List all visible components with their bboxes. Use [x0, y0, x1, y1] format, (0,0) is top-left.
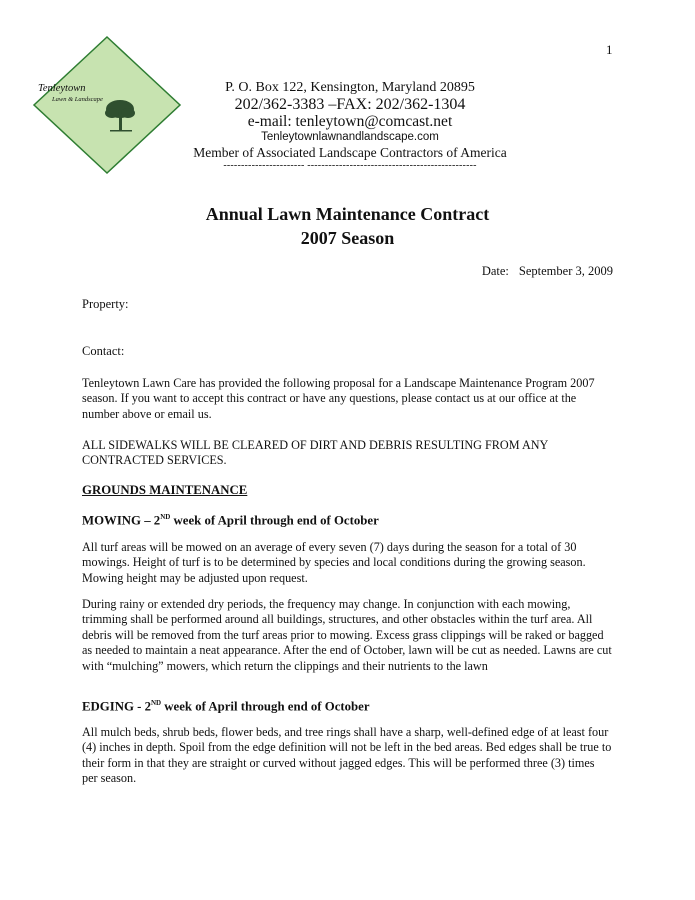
website-line: Tenleytownlawnandlandscape.com	[261, 131, 439, 143]
document-title: Annual Lawn Maintenance Contract	[205, 204, 490, 224]
logo-name: Tenleytown	[38, 83, 86, 94]
edging-paragraph: All mulch beds, shrub beds, flower beds, and tree rings shall have a sharp, well-defined edge of at least four (4) inches in depth. Spoil from the edge definition will not be left in the bed areas. Bed edges shall be true to their form in that they are straight or curved without jagged edges. This will be performed three (3) times per season.	[82, 725, 612, 786]
document-subtitle: 2007 Season	[300, 228, 395, 248]
edging-heading: EDGING - 2ND week of April through end of October	[82, 699, 370, 714]
letterhead	[170, 80, 530, 172]
property-field: Property:	[82, 297, 129, 311]
mowing-heading: MOWING – 2ND week of April through end of October	[82, 513, 379, 528]
header-divider: ----------------------- ------------------------------------------------	[223, 160, 477, 171]
contact-field: Contact:	[82, 344, 125, 358]
date-label: Date:	[481, 264, 509, 278]
logo-subtitle: Lawn & Landscape	[52, 96, 103, 103]
grounds-maintenance-heading: GROUNDS MAINTENANCE	[82, 483, 248, 497]
phone-fax-line: 202/362-3383 –FAX: 202/362-1304	[234, 96, 466, 113]
date-value: September 3, 2009	[518, 264, 613, 278]
company-logo	[32, 35, 182, 175]
intro-paragraph: Tenleytown Lawn Care has provided the following proposal for a Landscape Maintenance Program 2007 season. If you want to accept this contract or have any questions, please contact us at our office at the number above or email us.	[82, 376, 595, 421]
sidewalks-notice: ALL SIDEWALKS WILL BE CLEARED OF DIRT AND DEBRIS RESULTING FROM ANY CONTRACTED SERVICES.	[82, 438, 548, 468]
email-line: e-mail: tenleytown@comcast.net	[247, 113, 453, 130]
mowing-paragraph-2: During rainy or extended dry periods, the frequency may change. In conjunction with each mowing, trimming shall be performed around all buildings, structures, and other obstacles within the turf area. All debris will be removed from the turf areas prior to mowing. Excess grass clippings will be raked or bagged as needed to maintain a neat appearance. After the end of October, lawn will be cut as needed. Lawns are cut with “mulching” mowers, which return the clippings and their nutrients to the lawn	[82, 597, 612, 673]
date-line	[482, 264, 613, 279]
mowing-paragraph-1: All turf areas will be mowed on an average of every seven (7) days during the season for a total of 30 mowings. Height of turf is to be determined by species and local conditions during the growing season. Mowing height may be adjusted upon request.	[82, 540, 586, 585]
logo-diamond	[32, 35, 182, 175]
membership-line: Member of Associated Landscape Contractors of America	[193, 145, 507, 160]
address-line: P. O. Box 122, Kensington, Maryland 20895	[225, 80, 475, 95]
page-number: 1	[606, 42, 613, 57]
